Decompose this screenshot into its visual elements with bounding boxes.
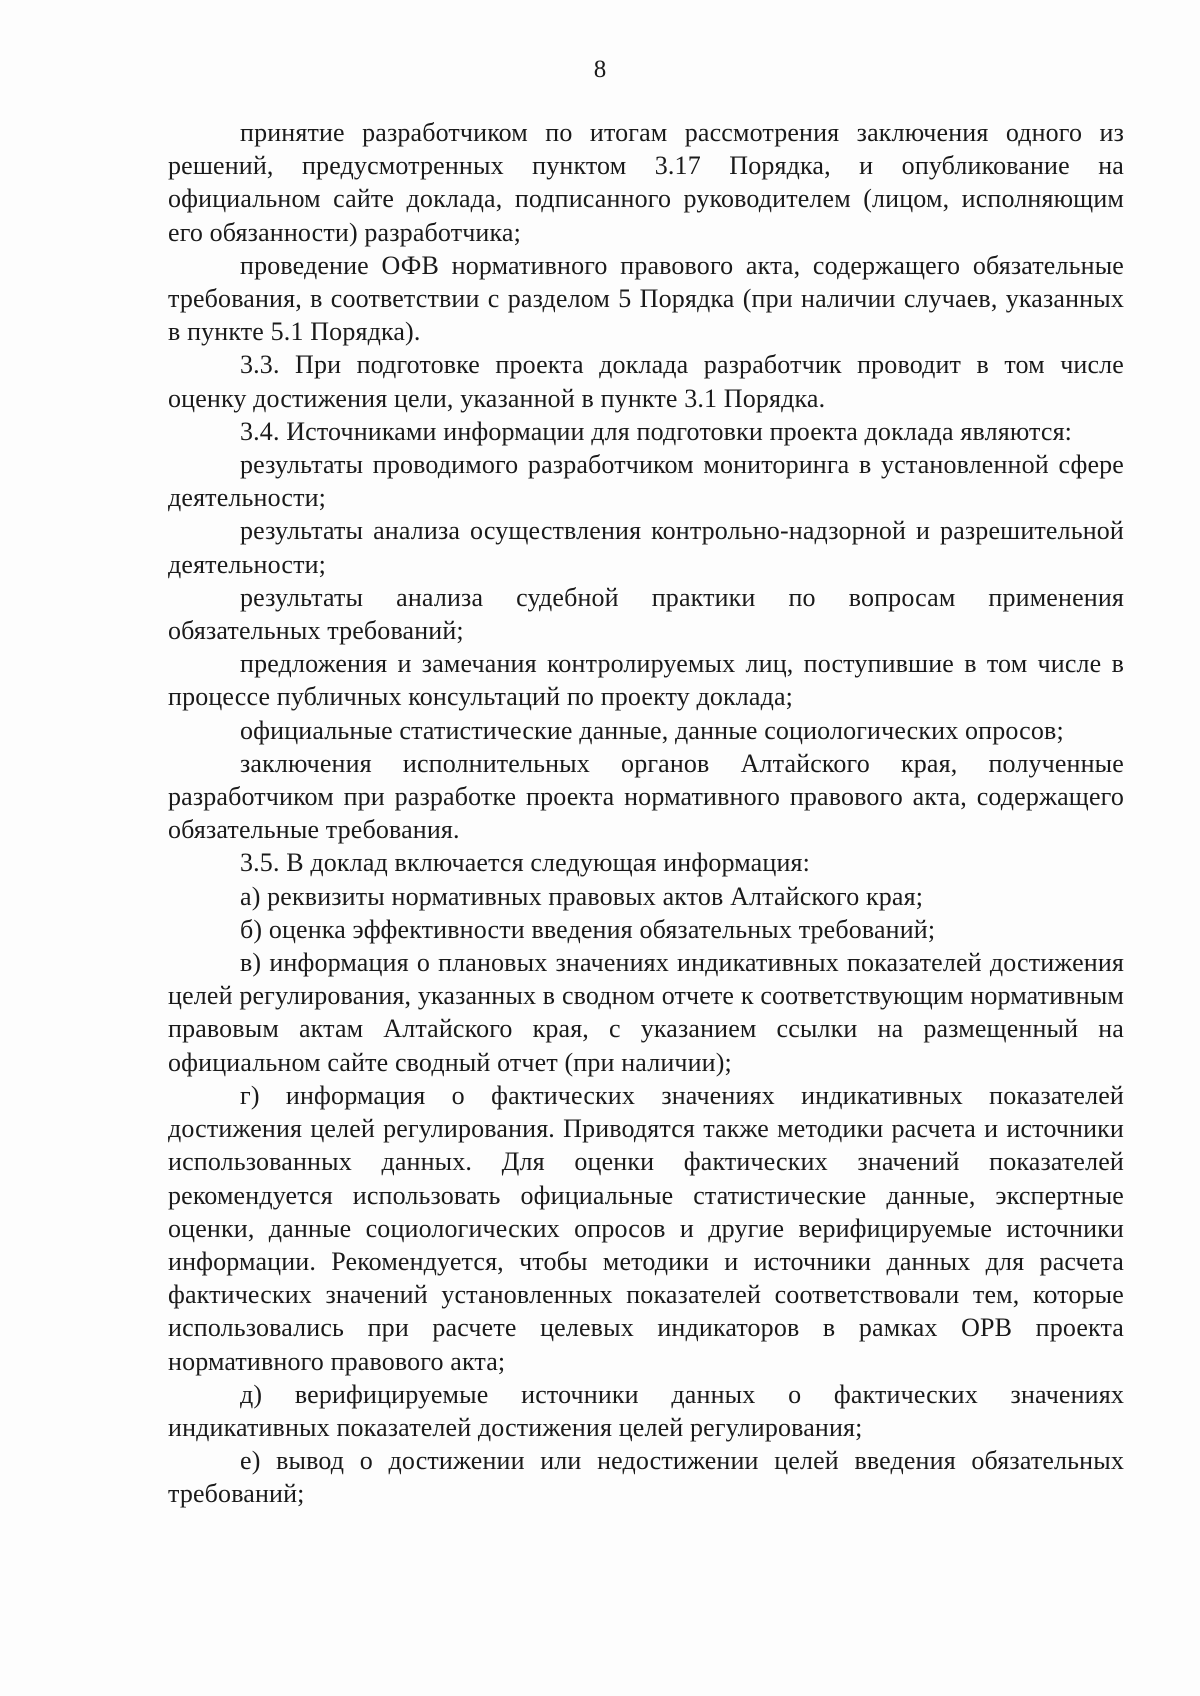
page-number: 8 (593, 56, 607, 83)
paragraph-3-4: 3.4. Источниками информации для подготовки проекта доклада являются: (240, 416, 1073, 446)
paragraph-control-analysis: результаты анализа осуществления контрольно-надзорной и разрешительной деятельности; (168, 516, 1124, 579)
list-item-a: а) реквизиты нормативных правовых актов Алтайского края; (240, 881, 924, 911)
paragraph-3-5: 3.5. В доклад включается следующая информация: (240, 848, 810, 878)
paragraph-judicial-practice: результаты анализа судебной практики по вопросам применения обязательных требований; (168, 582, 1124, 646)
document-body (168, 116, 1124, 1511)
paragraph-monitoring-results: результаты проводимого разработчиком мониторинга в установленной сфере деятельности; (168, 450, 1124, 513)
paragraph-3-3: 3.3. При подготовке проекта доклада разработчик проводит в том числе оценку достижения цели, указанной в пункте 3.1 Порядка. (168, 350, 1124, 413)
list-item-b: б) оценка эффективности введения обязательных требований; (240, 914, 936, 944)
list-item-d: д) верифицируемые источники данных о фактических значениях индикативных показателей достижения целей регулирования; (168, 1379, 1124, 1442)
paragraph-conclusions: заключения исполнительных органов Алтайского края, полученные разработчиком при разработке проекта нормативного правового акта, содержащего обязательные требования. (168, 748, 1124, 845)
list-item-v: в) информация о плановых значениях индикативных показателей достижения целей регулирования, указанных в сводном отчете к соответствующим нормативным правовым актам Алтайского края, с указанием ссылки на размещенный на официальном сайте сводный отчет (при наличии); (168, 948, 1124, 1077)
paragraph-statistics: официальные статистические данные, данные социологических опросов; (240, 715, 1064, 745)
list-item-e: е) вывод о достижении или недостижении целей введения обязательных требований; (168, 1446, 1124, 1509)
paragraph-decision-publication: принятие разработчиком по итогам рассмотрения заключения одного из решений, предусмотренных пунктом 3.17 Порядка, и опубликование на официальном сайте доклада, подписанного руководителем (лицом, исполняющим его обязанности) разработчика; (168, 118, 1124, 247)
paragraph-ofv: проведение ОФВ нормативного правового акта, содержащего обязательные требования, в соответствии с разделом 5 Порядка (при наличии случаев, указанных в пункте 5.1 Порядка). (168, 250, 1124, 347)
paragraph-proposals: предложения и замечания контролируемых лиц, поступившие в том числе в процессе публичных консультаций по проекту доклада; (168, 649, 1124, 712)
list-item-g: г) информация о фактических значениях индикативных показателей достижения целей регулирования. Приводятся также методики расчета и источники использованных данных. Для оценки фактических значений показателей рекомендуется использовать официальные статистические данные, экспертные оценки, данные социологических опросов и другие верифицируемые источники информации. Рекомендуется, чтобы методики и источники данных для расчета фактических значений установленных показателей соответствовали тем, которые использовались при расчете целевых индикаторов в рамках ОРВ проекта нормативного правового акта; (168, 1080, 1124, 1376)
